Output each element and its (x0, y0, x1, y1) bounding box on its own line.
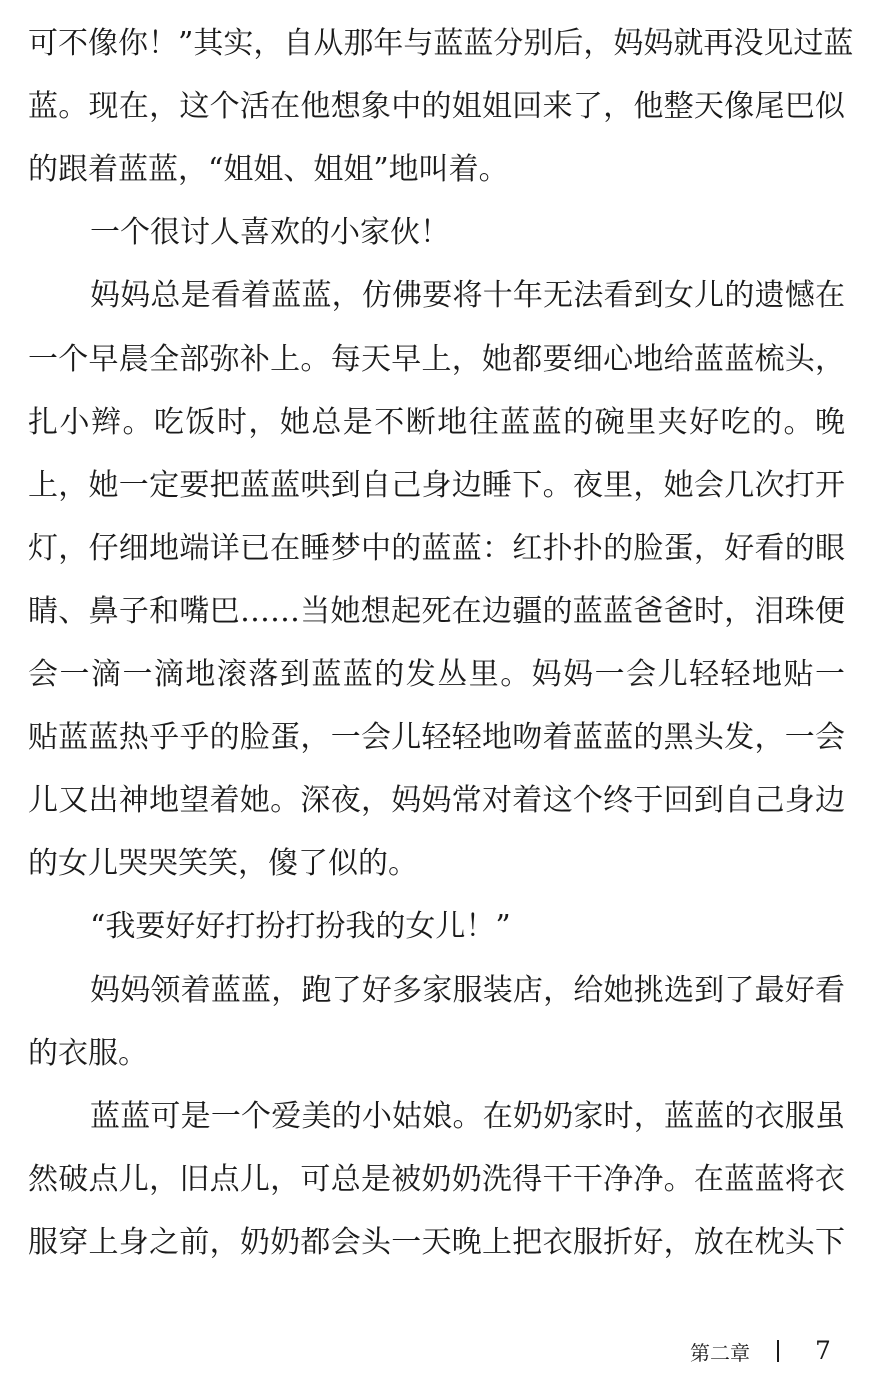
text-line: 然破点儿，旧点儿，可总是被奶奶洗得干干净净。在蓝蓝将衣 (28, 1161, 845, 1197)
text-line: 可不像你！”其实，自从那年与蓝蓝分别后，妈妈就再没见过蓝 (28, 26, 854, 61)
text-line: 的女儿哭哭笑笑，傻了似的。 (28, 846, 418, 882)
text-line: “我要好好打扮打扮我的女儿！” (90, 909, 511, 945)
text-line: 灯，仔细地端详已在睡梦中的蓝蓝：红扑扑的脸蛋，好看的眼 (28, 530, 845, 566)
text-line: 的跟着蓝蓝，“姐姐、姐姐”地叫着。 (28, 152, 509, 188)
footer-chapter-title: 第二章 (690, 1341, 750, 1365)
text-line: 蓝。现在，这个活在他想象中的姐姐回来了，他整天像尾巴似 (28, 89, 845, 125)
text-line: 一个早晨全部弥补上。每天早上，她都要细心地给蓝蓝梳头， (28, 341, 845, 377)
text-line: 会一滴一滴地滚落到蓝蓝的发丛里。妈妈一会儿轻轻地贴一 (28, 657, 845, 692)
text-line: 蓝蓝可是一个爱美的小姑娘。在奶奶家时，蓝蓝的衣服虽 (90, 1098, 845, 1134)
text-line: 妈妈总是看着蓝蓝，仿佛要将十年无法看到女儿的遗憾在 (90, 278, 845, 314)
text-line: 的衣服。 (28, 1035, 148, 1071)
page-number: 7 (815, 1336, 831, 1365)
text-line: 扎小辫。吃饭时，她总是不断地往蓝蓝的碗里夹好吃的。晚 (28, 404, 845, 440)
text-line: 妈妈领着蓝蓝，跑了好多家服装店，给她挑选到了最好看 (90, 972, 845, 1008)
text-line: 上，她一定要把蓝蓝哄到自己身边睡下。夜里，她会几次打开 (28, 467, 845, 503)
text-line: 服穿上身之前，奶奶都会头一天晚上把衣服折好，放在枕头下 (28, 1224, 845, 1260)
text-line: 儿又出神地望着她。深夜，妈妈常对着这个终于回到自己身边 (28, 783, 845, 819)
text-line: 一个很讨人喜欢的小家伙！ (90, 215, 450, 251)
text-line: 睛、鼻子和嘴巴……当她想起死在边疆的蓝蓝爸爸时，泪珠便 (28, 593, 845, 629)
footer-divider (777, 1340, 779, 1362)
text-line: 贴蓝蓝热乎乎的脸蛋，一会儿轻轻地吻着蓝蓝的黑头发，一会 (28, 720, 845, 756)
